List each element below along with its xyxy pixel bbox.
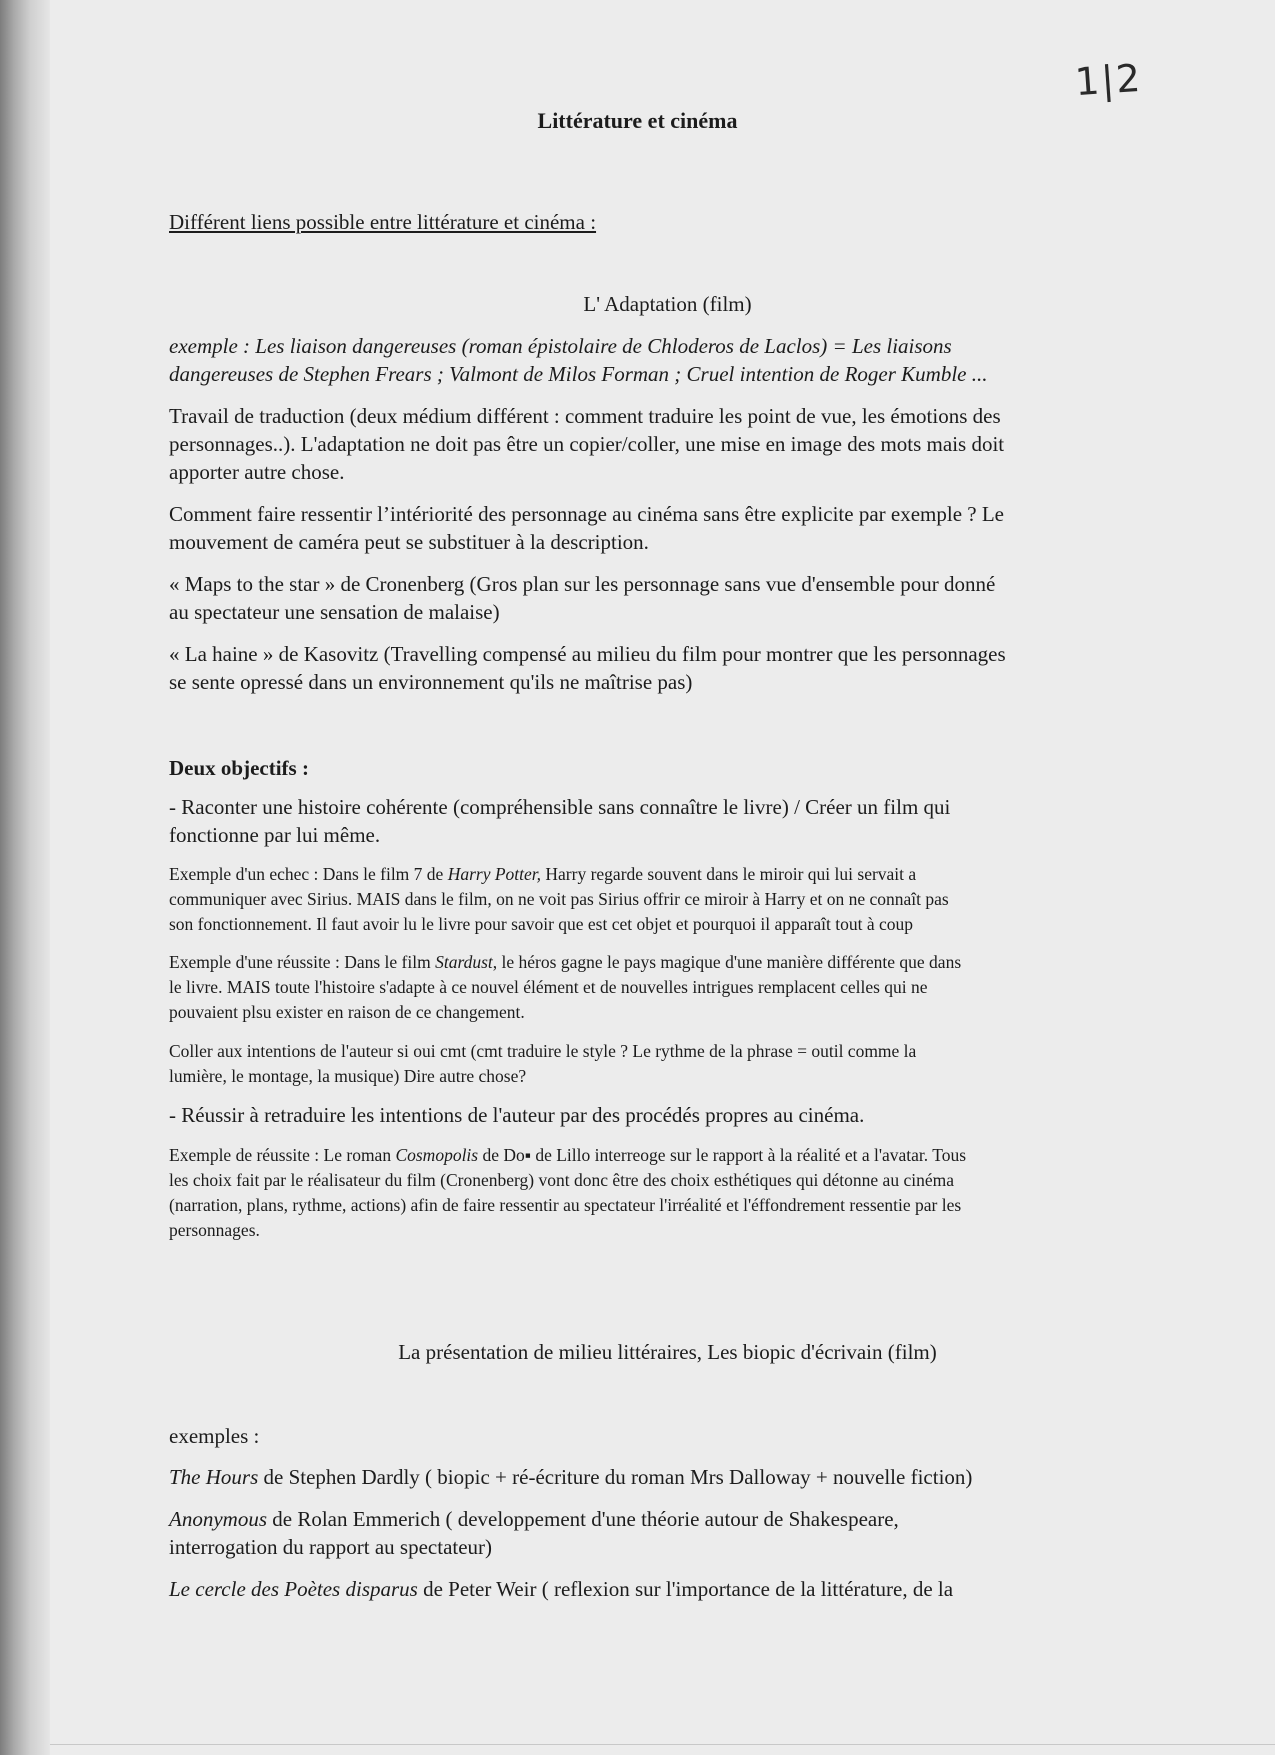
biopic-example-2-title: Anonymous <box>169 1507 267 1531</box>
scan-edge-shadow <box>0 0 50 1755</box>
example-failure-intro: Exemple d'un echec : Dans le film 7 de <box>169 864 448 884</box>
biopic-example-3-rest: de Peter Weir ( reflexion sur l'importance de la littérature, de la <box>417 1577 954 1601</box>
biopic-example-2-line-1 <box>169 1505 899 1533</box>
paragraph-interiority-line-2: mouvement de caméra peut se substituer à la description. <box>169 530 649 554</box>
page-title: Littérature et cinéma <box>537 108 738 133</box>
page-bottom-edge <box>50 1744 1275 1745</box>
biopic-example-2-line-2: interrogation du rapport au spectateur) <box>169 1535 493 1559</box>
objective-1-line-1: - Raconter une histoire cohérente (compréhensible sans connaître le livre) / Créer un film qui <box>169 795 951 819</box>
example-failure-rest: Harry regarde souvent dans le miroir qui lui servait a <box>541 864 917 884</box>
biopic-example-1-title: The Hours <box>169 1465 259 1489</box>
example-success-line-2: le livre. MAIS toute l'histoire s'adapte à ce nouvel élément et de nouvelles intrigues remplacent celles qui ne <box>169 977 928 997</box>
coller-line-2: lumière, le montage, la musique) Dire autre chose? <box>169 1066 527 1086</box>
paragraph-haine-line-2: se sente opressé dans un environnement qu'ils ne maîtrise pas) <box>169 670 693 694</box>
adaptation-example-line-1: exemple : Les liaison dangereuses (roman épistolaire de Chloderos de Laclos) = Les liaisons <box>169 334 952 358</box>
paragraph-haine-line-1: « La haine » de Kasovitz (Travelling compensé au milieu du film pour montrer que les personnages <box>169 642 1006 666</box>
section-heading-adaptation: L' Adaptation (film) <box>583 292 752 316</box>
example-cosmopolis-line-4: personnages. <box>169 1220 260 1240</box>
example-failure-film-title: Harry Potter, <box>447 864 542 884</box>
biopic-example-3 <box>169 1575 953 1603</box>
paragraph-maps-line-2: au spectateur une sensation de malaise) <box>169 600 500 624</box>
example-success-intro: Exemple d'une réussite : Dans le film <box>169 952 436 972</box>
section-heading-biopic: La présentation de milieu littéraires, Les biopic d'écrivain (film) <box>398 1340 937 1364</box>
example-cosmopolis-line-3: (narration, plans, rythme, actions) afin de faire ressentir au spectateur l'irréalité et l'éffondrement ressentie par les <box>169 1195 962 1215</box>
coller-line-1: Coller aux intentions de l'auteur si oui cmt (cmt traduire le style ? Le rythme de la phrase = outil comme la <box>169 1041 917 1061</box>
paragraph-translation-line-2: personnages..). L'adaptation ne doit pas être un copier/coller, une mise en image des mots mais doit <box>169 432 1005 456</box>
example-cosmopolis-title: Cosmopolis <box>395 1145 479 1165</box>
example-cosmopolis-rest: de Do▪ de Lillo interreoge sur le rapport à la réalité et a l'avatar. Tous <box>478 1145 967 1165</box>
biopic-example-1 <box>169 1463 972 1491</box>
objectives-heading: Deux objectifs : <box>169 756 309 780</box>
paragraph-maps-line-1: « Maps to the star » de Cronenberg (Gros plan sur les personnage sans vue d'ensemble pour donné <box>169 572 996 596</box>
example-failure-line-3: son fonctionnement. Il faut avoir lu le livre pour savoir que est cet objet et pourquoi il apparaît tout à coup <box>169 914 914 934</box>
example-failure-line-1 <box>169 862 916 887</box>
page-number-handwritten: 1|2 <box>1073 55 1144 105</box>
biopic-example-1-rest: de Stephen Dardly ( biopic + ré-écriture du roman Mrs Dalloway + nouvelle fiction) <box>258 1465 973 1489</box>
example-success-film-title: Stardust <box>435 952 493 972</box>
paragraph-translation-line-1: Travail de traduction (deux médium différent : comment traduire les point de vue, les émotions des <box>169 404 1001 428</box>
example-success-line-3: pouvaient plsu exister en raison de ce changement. <box>169 1002 525 1022</box>
example-cosmopolis-intro: Exemple de réussite : Le roman <box>169 1145 396 1165</box>
objective-1-line-2: fonctionne par lui même. <box>169 823 381 847</box>
biopic-example-3-title: Le cercle des Poètes disparus <box>169 1577 418 1601</box>
objective-2: - Réussir à retraduire les intentions de l'auteur par des procédés propres au cinéma. <box>169 1103 865 1127</box>
paragraph-interiority-line-1: Comment faire ressentir l’intériorité des personnage au cinéma sans être explicite par exemple ? Le <box>169 502 1004 526</box>
intro-heading: Différent liens possible entre littérature et cinéma : <box>169 210 597 234</box>
biopic-example-2-rest: de Rolan Emmerich ( developpement d'une théorie autour de Shakespeare, <box>267 1507 899 1531</box>
example-success-rest: , le héros gagne le pays magique d'une manière différente que dans <box>492 952 962 972</box>
example-cosmopolis-line-2: les choix fait par le réalisateur du film (Cronenberg) vont donc être des choix esthétiques qui détonne au cinéma <box>169 1170 954 1190</box>
example-failure-line-2: communiquer avec Sirius. MAIS dans le film, on ne voit pas Sirius offrir ce miroir à Harry et on ne connaît pas <box>169 889 949 909</box>
example-success-line-1 <box>169 950 961 975</box>
biopic-examples-label: exemples : <box>169 1424 260 1448</box>
paragraph-translation-line-3: apporter autre chose. <box>169 460 345 484</box>
adaptation-example-line-2: dangereuses de Stephen Frears ; Valmont de Milos Forman ; Cruel intention de Roger Kumble ... <box>169 362 988 386</box>
example-cosmopolis-line-1 <box>169 1143 966 1168</box>
